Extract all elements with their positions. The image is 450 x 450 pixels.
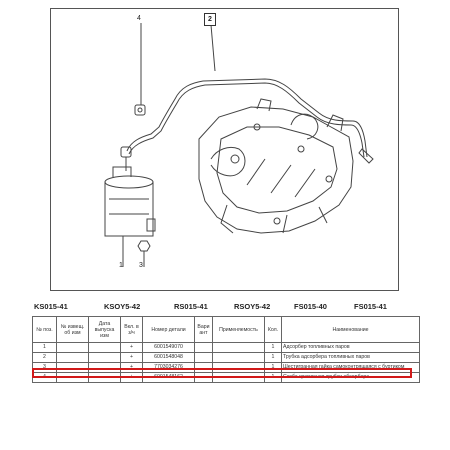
model-code: KSOY5-42 xyxy=(104,302,141,311)
model-code: RS015-41 xyxy=(174,302,208,311)
row-applicability xyxy=(213,373,265,383)
header-change-notice: № извещ. об изм xyxy=(57,317,89,343)
model-code: RSOY5-42 xyxy=(234,302,271,311)
table-row[interactable] xyxy=(33,363,420,373)
row-change-notice xyxy=(57,373,89,383)
table-row[interactable] xyxy=(33,343,420,353)
header-no: № поз. xyxy=(33,317,57,343)
callout-2: 2 xyxy=(204,13,216,26)
row-applicability xyxy=(213,343,265,353)
row-part-number: 6001548162 xyxy=(143,373,195,383)
row-part-name: Шестигранная гайка самоконтрящаяся с буртиком xyxy=(282,363,420,373)
row-position: 2 xyxy=(33,353,57,363)
exploded-diagram xyxy=(50,8,399,291)
row-position: 3 xyxy=(33,363,57,373)
row-part-name: Адсорбер топливных паров xyxy=(282,343,420,353)
row-change-notice xyxy=(57,353,89,363)
callout-3: 3 xyxy=(139,262,143,269)
header-part-number: Номер детали xyxy=(143,317,195,343)
model-codes-row xyxy=(32,302,419,312)
parts-table-section xyxy=(32,302,419,383)
row-applicability xyxy=(213,353,265,363)
row-position: 4 xyxy=(33,373,57,383)
model-code: KS015-41 xyxy=(34,302,68,311)
callout-1: 1 xyxy=(119,262,123,269)
row-change-notice xyxy=(57,363,89,373)
row-change-notice xyxy=(57,343,89,353)
row-change-date xyxy=(89,363,121,373)
row-part-number: 6001548048 xyxy=(143,353,195,363)
row-quantity: 1 xyxy=(265,343,282,353)
model-code: FS015-41 xyxy=(354,302,387,311)
model-code: FS015-40 xyxy=(294,302,327,311)
header-change-date: Дата выпуска изм xyxy=(89,317,121,343)
row-variant xyxy=(195,363,213,373)
row-part-name: Трубка адсорбера топливных паров xyxy=(282,353,420,363)
row-part-name: Скоба крепления трубки абсорбера xyxy=(282,373,420,383)
row-variant xyxy=(195,373,213,383)
header-applicability: Применяемость xyxy=(213,317,265,343)
row-included: + xyxy=(121,353,143,363)
row-position: 1 xyxy=(33,343,57,353)
row-part-number: 7703034276 xyxy=(143,363,195,373)
row-applicability xyxy=(213,363,265,373)
row-quantity: 1 xyxy=(265,363,282,373)
header-variant: Вари ант xyxy=(195,317,213,343)
row-variant xyxy=(195,353,213,363)
row-included: + xyxy=(121,343,143,353)
row-variant xyxy=(195,343,213,353)
row-quantity: 1 xyxy=(265,373,282,383)
diagram-drawing xyxy=(51,9,400,292)
header-quantity: Кол. xyxy=(265,317,282,343)
row-included: + xyxy=(121,363,143,373)
header-name: Наименование xyxy=(282,317,420,343)
row-change-date xyxy=(89,343,121,353)
table-row-highlighted[interactable] xyxy=(33,353,420,363)
row-part-number: 6001549070 xyxy=(143,343,195,353)
row-included: + xyxy=(121,373,143,383)
row-quantity: 1 xyxy=(265,353,282,363)
row-change-date xyxy=(89,373,121,383)
callout-4: 4 xyxy=(137,15,141,22)
header-included: Вкл. в з/ч xyxy=(121,317,143,343)
table-header-row xyxy=(33,317,420,343)
row-change-date xyxy=(89,353,121,363)
parts-table xyxy=(32,316,420,383)
table-row[interactable] xyxy=(33,373,420,383)
